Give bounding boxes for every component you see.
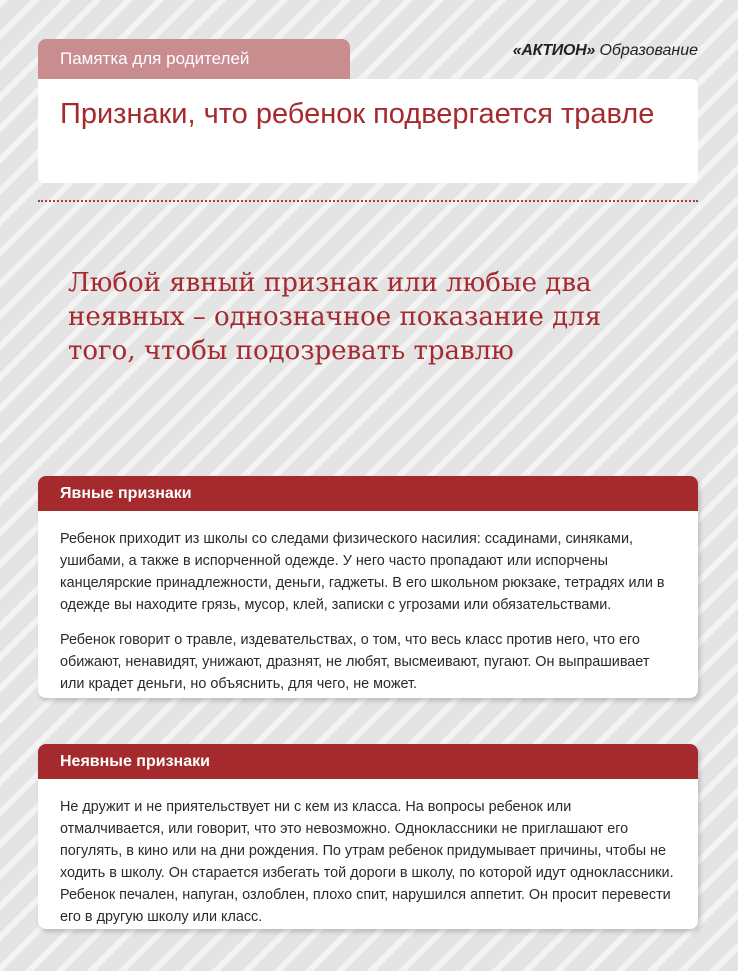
title-box bbox=[38, 79, 698, 183]
page-title: Признаки, что ребенок подвергается травле bbox=[60, 98, 655, 130]
header-tab-label: Памятка для родителей bbox=[60, 49, 250, 68]
dotted-divider bbox=[38, 200, 698, 202]
section-heading: Неявные признаки bbox=[60, 753, 210, 770]
card-body bbox=[38, 511, 698, 695]
section-heading: Явные признаки bbox=[60, 485, 192, 502]
card-header bbox=[38, 476, 698, 511]
section-paragraph: Ребенок говорит о травле, издевательствах, о том, что весь класс против него, что его обижают, ненавидят, унижают, дразнят, не любят, высмеивают, пугают. Он выпрашивает или крадет деньги, но объяснить, для чего, не может. bbox=[60, 632, 650, 692]
section-paragraph: Ребенок приходит из школы со следами физического насилия: ссадинами, синяками, ушибами, а также в испорченной одежде. У него часто пропадают или испорчены канцелярские принадлежности, деньги, гаджеты. В его школьном рюкзаке, тетрадях или в одежде вы находите грязь, мусор, клей, записки с угрозами или обязательствами. bbox=[60, 531, 665, 613]
card-header bbox=[38, 744, 698, 779]
brand-suffix: Образование bbox=[599, 42, 698, 59]
implicit-signs-card bbox=[38, 744, 698, 929]
section-paragraph: Не дружит и не приятельствует ни с кем из класса. На вопросы ребенок или отмалчивается, или говорит, что это невозможно. Одноклассники не приглашают его погулять, в кино или на дни рождения. По утрам ребенок придумывает причины, чтобы не ходить в школу. Он старается избегать той дороги в школу, по которой идут одноклассники. Ребенок печален, напуган, озлоблен, плохо спит, нарушился аппетит. Он просит перевести его в другую школу или класс. bbox=[60, 799, 674, 925]
card-body bbox=[38, 779, 698, 928]
brand-name: «АКТИОН» bbox=[512, 42, 595, 59]
header-tab bbox=[38, 39, 350, 79]
pull-quote: Любой явный признак или любые два неявных – однозначное показание для того, чтобы подозревать травлю bbox=[68, 268, 602, 366]
explicit-signs-card bbox=[38, 476, 698, 698]
brand-logo bbox=[513, 42, 698, 60]
